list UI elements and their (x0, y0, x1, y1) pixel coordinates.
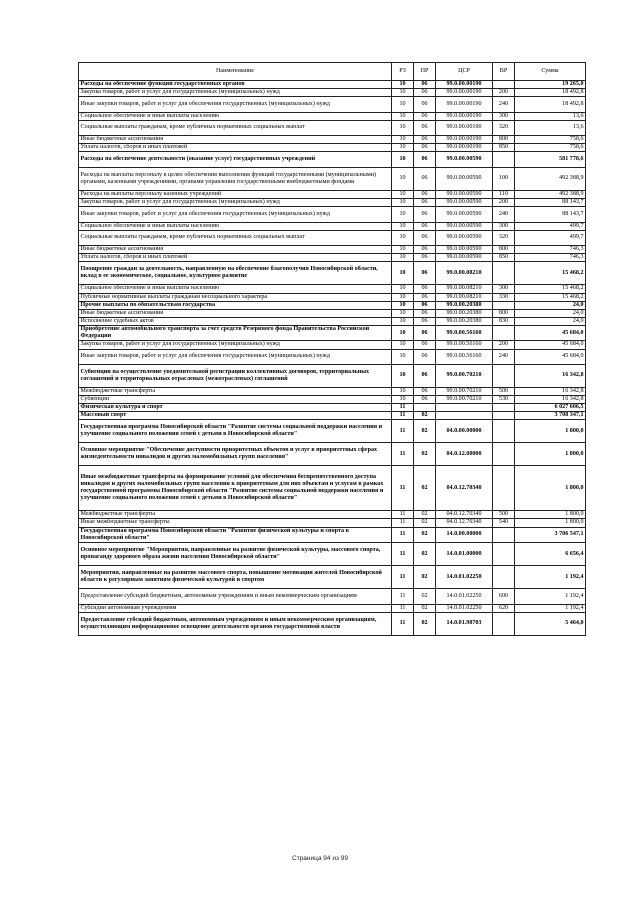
cell-vr: 240 (493, 97, 515, 113)
cell-pr: 06 (414, 81, 436, 89)
cell-csr: 99.0.00.08210 (436, 293, 493, 301)
cell-rz: 11 (392, 604, 414, 612)
cell-rz: 10 (392, 262, 414, 285)
cell-vr (493, 527, 515, 543)
cell-rz: 10 (392, 207, 414, 223)
cell-name: Мероприятия, направленные на развитие массового спорта, повышение мотивации жителей Новосибирской области к регулярным занятиям физической культурой и спортом (79, 566, 392, 589)
table-row (79, 511, 586, 519)
cell-csr: 04.0.12.70340 (436, 511, 493, 519)
cell-csr: 99.0.00.00190 (436, 136, 493, 144)
cell-vr: 300 (493, 285, 515, 293)
cell-pr: 02 (414, 519, 436, 527)
table-row (79, 285, 586, 293)
cell-sum: 16 342,8 (515, 365, 586, 388)
cell-sum: 15 468,2 (515, 285, 586, 293)
cell-pr: 06 (414, 285, 436, 293)
table-row (79, 167, 586, 190)
cell-rz: 10 (392, 246, 414, 254)
cell-rz: 10 (392, 167, 414, 190)
cell-name: Иные бюджетные ассигнования (79, 246, 392, 254)
cell-rz: 11 (392, 404, 414, 412)
cell-rz: 11 (392, 566, 414, 589)
cell-csr (436, 412, 493, 420)
cell-name: Социальное обеспечение и иные выплаты населению (79, 285, 392, 293)
cell-vr: 200 (493, 199, 515, 207)
cell-rz: 10 (392, 325, 414, 341)
cell-vr: 330 (493, 293, 515, 301)
cell-rz: 11 (392, 443, 414, 466)
cell-rz: 10 (392, 285, 414, 293)
cell-pr: 06 (414, 97, 436, 113)
table-header-row (79, 63, 586, 81)
cell-rz: 11 (392, 543, 414, 566)
cell-sum: 13,6 (515, 112, 586, 120)
cell-rz: 10 (392, 152, 414, 168)
table-row (79, 388, 586, 396)
table-row (79, 293, 586, 301)
cell-sum: 3 708 347,1 (515, 412, 586, 420)
cell-pr: 06 (414, 349, 436, 365)
cell-vr: 320 (493, 230, 515, 246)
cell-rz: 10 (392, 293, 414, 301)
header-rz: РЗ (392, 63, 414, 81)
cell-csr: 99.0.00.00590 (436, 199, 493, 207)
cell-vr (493, 365, 515, 388)
cell-sum: 1 800,0 (515, 519, 586, 527)
cell-sum: 13,6 (515, 120, 586, 136)
cell-name: Поощрение граждан за деятельность, направленную на обеспечение благополучия Новосибирской области, вклад в ее экономическое, социальное, культурное развитие (79, 262, 392, 285)
cell-vr: 200 (493, 89, 515, 97)
table-row (79, 144, 586, 152)
table-row (79, 325, 586, 341)
table-row (79, 589, 586, 605)
table-row (79, 543, 586, 566)
cell-name: Субсидии автономным учреждениям (79, 604, 392, 612)
cell-vr: 500 (493, 388, 515, 396)
cell-sum: 88 143,7 (515, 207, 586, 223)
cell-pr: 02 (414, 420, 436, 443)
cell-rz: 10 (392, 301, 414, 309)
cell-name: Исполнение судебных актов (79, 317, 392, 325)
table-row (79, 152, 586, 168)
cell-name: Субвенции (79, 396, 392, 404)
cell-sum: 16 342,8 (515, 396, 586, 404)
table-row (79, 404, 586, 412)
cell-csr: 99.0.00.00190 (436, 89, 493, 97)
cell-name: Социальные выплаты гражданам, кроме публичных нормативных социальных выплат (79, 230, 392, 246)
page-number: Страница 94 из 99 (292, 855, 348, 862)
cell-csr: 99.0.00.70210 (436, 388, 493, 396)
cell-rz: 10 (392, 349, 414, 365)
cell-sum: 6 656,4 (515, 543, 586, 566)
cell-pr: 02 (414, 543, 436, 566)
cell-pr: 06 (414, 254, 436, 262)
cell-sum: 5 464,0 (515, 612, 586, 635)
cell-vr: 850 (493, 254, 515, 262)
cell-name: Государственная программа Новосибирской области "Развитие системы социальной поддержки населения и улучшение социального положения семей с детьми в Новосибирской области" (79, 420, 392, 443)
table-row (79, 254, 586, 262)
cell-name: Расходы на обеспечение деятельности (оказание услуг) государственных учреждений (79, 152, 392, 168)
cell-vr: 530 (493, 396, 515, 404)
cell-sum: 24,0 (515, 317, 586, 325)
cell-csr: 14.0.01.02250 (436, 589, 493, 605)
cell-csr: 99.0.00.56160 (436, 341, 493, 349)
table-row (79, 301, 586, 309)
cell-vr (493, 543, 515, 566)
cell-pr: 02 (414, 466, 436, 511)
cell-rz: 10 (392, 222, 414, 230)
cell-csr: 99.0.00.08210 (436, 262, 493, 285)
cell-csr: 99.0.00.00190 (436, 112, 493, 120)
cell-csr: 04.0.12.70340 (436, 466, 493, 511)
cell-csr: 14.0.01.00000 (436, 543, 493, 566)
cell-vr: 600 (493, 589, 515, 605)
cell-vr: 200 (493, 341, 515, 349)
cell-csr: 14.0.01.02250 (436, 604, 493, 612)
cell-vr: 100 (493, 167, 515, 190)
cell-name: Предоставление субсидий бюджетным, автономным учреждениям и иным некоммерческим организациям, осуществляющим информационное освещение деятельности органов государственной власти (79, 612, 392, 635)
table-row (79, 412, 586, 420)
cell-csr: 99.0.00.70210 (436, 365, 493, 388)
cell-name: Массовый спорт (79, 412, 392, 420)
table-row (79, 246, 586, 254)
table-row (79, 527, 586, 543)
cell-name: Расходы на выплаты персоналу в целях обеспечения выполнения функций государственными (муниципальными) органами, казенными учреждениями, органами управления государственными внебюджетными фондами (79, 167, 392, 190)
cell-name: Иные закупки товаров, работ и услуг для обеспечения государственных (муниципальных) нужд (79, 207, 392, 223)
cell-name: Социальное обеспечение и иные выплаты населению (79, 112, 392, 120)
cell-sum: 492 388,9 (515, 190, 586, 198)
cell-sum: 15 468,2 (515, 262, 586, 285)
cell-csr: 99.0.00.20380 (436, 317, 493, 325)
cell-csr: 99.0.00.00190 (436, 144, 493, 152)
cell-pr: 06 (414, 89, 436, 97)
cell-name: Прочие выплаты по обязательствам государства (79, 301, 392, 309)
cell-rz: 10 (392, 341, 414, 349)
cell-pr: 06 (414, 230, 436, 246)
cell-vr (493, 325, 515, 341)
cell-vr (493, 420, 515, 443)
table-row (79, 199, 586, 207)
cell-rz: 11 (392, 589, 414, 605)
cell-pr: 06 (414, 222, 436, 230)
table-row (79, 566, 586, 589)
cell-sum: 758,6 (515, 136, 586, 144)
cell-csr: 99.0.00.56160 (436, 349, 493, 365)
cell-vr (493, 81, 515, 89)
cell-name: Иные закупки товаров, работ и услуг для обеспечения государственных (муниципальных) нужд (79, 349, 392, 365)
table-row (79, 612, 586, 635)
cell-sum: 1 192,4 (515, 566, 586, 589)
cell-vr: 800 (493, 136, 515, 144)
cell-name: Социальное обеспечение и иные выплаты населению (79, 222, 392, 230)
table-row (79, 207, 586, 223)
header-pr: ПР (414, 63, 436, 81)
cell-vr: 240 (493, 207, 515, 223)
cell-sum: 15 468,2 (515, 293, 586, 301)
cell-pr: 06 (414, 190, 436, 198)
cell-rz: 10 (392, 112, 414, 120)
cell-rz: 11 (392, 519, 414, 527)
table-row (79, 262, 586, 285)
cell-rz: 10 (392, 97, 414, 113)
cell-csr (436, 404, 493, 412)
cell-name: Уплата налогов, сборов и иных платежей (79, 254, 392, 262)
cell-sum: 45 684,0 (515, 341, 586, 349)
cell-name: Иные межбюджетные трансферты на формирование условий для обеспечения беспрепятственного доступа инвалидов и других маломобильных групп населения к приоритетным для них объектам и услугам в рамках государственной программы Новосибирской области "Развитие системы социальной поддержки населения и улучшение социального положения семей с детьми в Новосибирской области" (79, 466, 392, 511)
cell-pr: 02 (414, 412, 436, 420)
cell-name: Иные межбюджетные трансферты (79, 519, 392, 527)
cell-sum: 45 684,0 (515, 349, 586, 365)
cell-pr: 06 (414, 341, 436, 349)
table-row (79, 230, 586, 246)
cell-sum: 1 800,0 (515, 443, 586, 466)
cell-csr: 04.0.12.00000 (436, 443, 493, 466)
cell-vr: 800 (493, 309, 515, 317)
cell-vr: 500 (493, 511, 515, 519)
cell-name: Социальные выплаты гражданам, кроме публичных нормативных социальных выплат (79, 120, 392, 136)
cell-vr (493, 301, 515, 309)
cell-csr: 99.0.00.20380 (436, 309, 493, 317)
cell-name: Иные закупки товаров, работ и услуг для обеспечения государственных (муниципальных) нужд (79, 97, 392, 113)
cell-pr: 02 (414, 589, 436, 605)
cell-pr: 06 (414, 309, 436, 317)
cell-csr: 04.0.00.00000 (436, 420, 493, 443)
cell-vr: 300 (493, 112, 515, 120)
cell-vr: 830 (493, 317, 515, 325)
cell-rz: 10 (392, 89, 414, 97)
table-row (79, 81, 586, 89)
cell-vr: 800 (493, 246, 515, 254)
cell-rz: 11 (392, 412, 414, 420)
cell-sum: 18 492,8 (515, 89, 586, 97)
cell-name: Приобретение автомобильного транспорта за счет средств Резервного фонда Правительства Российской Федерации (79, 325, 392, 341)
cell-rz: 11 (392, 466, 414, 511)
cell-sum: 6 027 606,5 (515, 404, 586, 412)
cell-pr: 06 (414, 152, 436, 168)
cell-rz: 11 (392, 511, 414, 519)
cell-name: Основное мероприятие "Обеспечение доступности приоритетных объектов и услуг в приоритетных сферах жизнедеятельности инвалидов и других маломобильных групп населения" (79, 443, 392, 466)
cell-sum: 1 800,0 (515, 511, 586, 519)
cell-rz: 10 (392, 144, 414, 152)
cell-vr: 240 (493, 349, 515, 365)
cell-csr: 14.0.01.98703 (436, 612, 493, 635)
cell-name: Физическая культура и спорт (79, 404, 392, 412)
cell-pr: 06 (414, 396, 436, 404)
table-row (79, 97, 586, 113)
cell-pr: 06 (414, 199, 436, 207)
cell-rz: 11 (392, 527, 414, 543)
cell-sum: 3 706 547,1 (515, 527, 586, 543)
cell-vr: 540 (493, 519, 515, 527)
cell-csr: 99.0.00.56160 (436, 325, 493, 341)
cell-vr: 300 (493, 222, 515, 230)
cell-pr: 06 (414, 144, 436, 152)
budget-table (78, 62, 586, 636)
cell-name: Уплата налогов, сборов и иных платежей (79, 144, 392, 152)
cell-vr (493, 262, 515, 285)
cell-vr (493, 466, 515, 511)
cell-vr (493, 612, 515, 635)
cell-sum: 16 342,8 (515, 388, 586, 396)
cell-rz: 10 (392, 365, 414, 388)
cell-csr: 99.0.00.00590 (436, 167, 493, 190)
cell-name: Расходы на обеспечение функций государственных органов (79, 81, 392, 89)
cell-sum: 499,7 (515, 230, 586, 246)
cell-name: Основное мероприятие "Мероприятия, направленные на развитие физической культуры, массового спорта, пропаганду здорового образа жизни населения Новосибирской области" (79, 543, 392, 566)
cell-name: Предоставление субсидий бюджетным, автономным учреждениям и иным некоммерческим организациям (79, 589, 392, 605)
cell-vr (493, 443, 515, 466)
cell-sum: 581 778,6 (515, 152, 586, 168)
cell-name: Закупка товаров, работ и услуг для государственных (муниципальных) нужд (79, 89, 392, 97)
table-row (79, 420, 586, 443)
cell-sum: 758,6 (515, 144, 586, 152)
cell-vr (493, 566, 515, 589)
header-vr: ВР (493, 63, 515, 81)
cell-pr: 06 (414, 136, 436, 144)
cell-rz: 10 (392, 136, 414, 144)
cell-pr: 02 (414, 604, 436, 612)
cell-sum: 45 684,0 (515, 325, 586, 341)
cell-name: Расходы на выплаты персоналу казенных учреждений (79, 190, 392, 198)
table-row (79, 519, 586, 527)
cell-csr: 99.0.00.00590 (436, 207, 493, 223)
table-row (79, 309, 586, 317)
table-row (79, 396, 586, 404)
cell-name: Межбюджетные трансферты (79, 388, 392, 396)
table-row (79, 466, 586, 511)
header-name: Наименование (79, 63, 392, 81)
cell-pr: 06 (414, 112, 436, 120)
cell-csr: 99.0.00.70210 (436, 396, 493, 404)
cell-rz: 10 (392, 81, 414, 89)
cell-name: Публичные нормативные выплаты гражданам несоциального характера (79, 293, 392, 301)
table-row (79, 222, 586, 230)
cell-name: Государственная программа Новосибирской области "Развитие физической культуры и спорта в Новосибирской области" (79, 527, 392, 543)
cell-vr: 320 (493, 120, 515, 136)
cell-sum: 24,0 (515, 309, 586, 317)
cell-sum: 499,7 (515, 222, 586, 230)
cell-pr: 06 (414, 365, 436, 388)
cell-csr: 99.0.00.00190 (436, 97, 493, 113)
cell-pr: 06 (414, 317, 436, 325)
cell-pr: 02 (414, 511, 436, 519)
cell-rz: 10 (392, 230, 414, 246)
cell-csr: 99.0.00.00590 (436, 246, 493, 254)
cell-vr (493, 412, 515, 420)
cell-csr: 99.0.00.00590 (436, 254, 493, 262)
cell-sum: 24,0 (515, 301, 586, 309)
cell-rz: 10 (392, 190, 414, 198)
table-row (79, 341, 586, 349)
cell-rz: 10 (392, 254, 414, 262)
cell-sum: 1 800,0 (515, 420, 586, 443)
cell-rz: 10 (392, 199, 414, 207)
cell-name: Межбюджетные трансферты (79, 511, 392, 519)
cell-rz: 11 (392, 612, 414, 635)
cell-name: Закупка товаров, работ и услуг для государственных (муниципальных) нужд (79, 199, 392, 207)
cell-sum: 19 265,0 (515, 81, 586, 89)
cell-pr (414, 404, 436, 412)
cell-name: Субвенции на осуществление уведомительной регистрации коллективных договоров, территориальных соглашений и территориальных отраслевых (межотраслевых) соглашений (79, 365, 392, 388)
table-row (79, 349, 586, 365)
cell-sum: 18 492,8 (515, 97, 586, 113)
cell-csr: 99.0.00.00190 (436, 120, 493, 136)
cell-pr: 02 (414, 443, 436, 466)
cell-rz: 10 (392, 120, 414, 136)
cell-csr: 14.0.00.00000 (436, 527, 493, 543)
cell-vr: 850 (493, 144, 515, 152)
cell-pr: 06 (414, 293, 436, 301)
cell-pr: 06 (414, 207, 436, 223)
cell-vr: 620 (493, 604, 515, 612)
cell-csr: 99.0.00.00190 (436, 81, 493, 89)
cell-csr: 99.0.00.00590 (436, 230, 493, 246)
cell-csr: 99.0.00.00590 (436, 152, 493, 168)
cell-vr (493, 404, 515, 412)
cell-sum: 1 192,4 (515, 589, 586, 605)
cell-pr: 02 (414, 612, 436, 635)
cell-name: Иные бюджетные ассигнования (79, 309, 392, 317)
cell-csr: 99.0.00.00590 (436, 222, 493, 230)
cell-pr: 06 (414, 167, 436, 190)
table-row (79, 443, 586, 466)
cell-name: Иные бюджетные ассигнования (79, 136, 392, 144)
cell-sum: 1 192,4 (515, 604, 586, 612)
cell-rz: 10 (392, 396, 414, 404)
cell-sum: 492 388,9 (515, 167, 586, 190)
cell-pr: 02 (414, 566, 436, 589)
cell-csr: 99.0.00.08210 (436, 285, 493, 293)
cell-csr: 99.0.00.20380 (436, 301, 493, 309)
table-row (79, 112, 586, 120)
cell-rz: 10 (392, 309, 414, 317)
cell-rz: 11 (392, 420, 414, 443)
table-row (79, 120, 586, 136)
cell-pr: 06 (414, 388, 436, 396)
table-row (79, 317, 586, 325)
cell-csr: 14.0.01.02250 (436, 566, 493, 589)
cell-csr: 99.0.00.00590 (436, 190, 493, 198)
cell-pr: 06 (414, 325, 436, 341)
cell-name: Закупка товаров, работ и услуг для государственных (муниципальных) нужд (79, 341, 392, 349)
cell-sum: 746,3 (515, 246, 586, 254)
cell-pr: 06 (414, 262, 436, 285)
cell-pr: 06 (414, 120, 436, 136)
table-body (79, 81, 586, 636)
table-row (79, 89, 586, 97)
table-row (79, 604, 586, 612)
cell-rz: 10 (392, 317, 414, 325)
cell-pr: 06 (414, 301, 436, 309)
table-row (79, 190, 586, 198)
cell-pr: 06 (414, 246, 436, 254)
cell-pr: 02 (414, 527, 436, 543)
cell-csr: 04.0.12.70340 (436, 519, 493, 527)
header-csr: ЦСР (436, 63, 493, 81)
table-row (79, 365, 586, 388)
cell-vr: 110 (493, 190, 515, 198)
cell-rz: 10 (392, 388, 414, 396)
cell-vr (493, 152, 515, 168)
cell-sum: 88 143,7 (515, 199, 586, 207)
budget-sheet (78, 62, 585, 636)
cell-sum: 1 800,0 (515, 466, 586, 511)
cell-sum: 746,3 (515, 254, 586, 262)
header-sum: Сумма (515, 63, 586, 81)
table-row (79, 136, 586, 144)
